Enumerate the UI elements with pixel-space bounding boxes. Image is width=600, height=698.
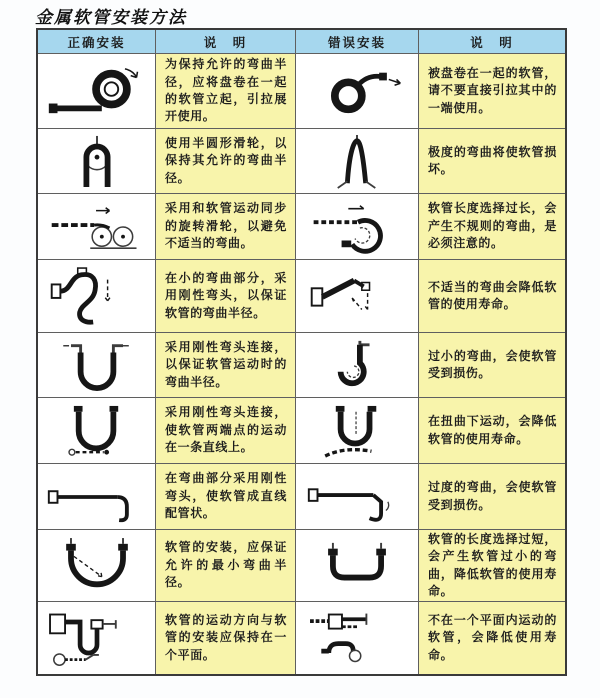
wrong-figure-cell bbox=[296, 333, 419, 398]
correct-figure-cell bbox=[38, 602, 156, 674]
wrong-figure-cell bbox=[296, 530, 419, 602]
straight-run-elbow-icon bbox=[44, 469, 150, 525]
page-title: 金属软管安装方法 bbox=[35, 8, 187, 28]
overbent-end-curl-icon bbox=[304, 469, 410, 525]
u-loop-in-line-motion-icon bbox=[44, 402, 150, 460]
out-of-plane-parts-icon bbox=[304, 607, 410, 669]
wrong-description: 软管长度选择过长，会产生不规则的弯曲，是必须注意的。 bbox=[419, 194, 565, 260]
wrong-figure-cell bbox=[296, 194, 419, 260]
wrong-description: 不在一个平面内运动的软管，会降低使用寿命。 bbox=[419, 602, 565, 674]
header-correct-install: 正确安装 bbox=[38, 30, 156, 54]
synchronized-rollers-icon bbox=[44, 199, 150, 255]
one-plane-trap-icon bbox=[44, 607, 150, 669]
correct-description: 采用和软管运动同步的旋转滑轮，以避免不适当的弯曲。 bbox=[156, 194, 296, 260]
correct-description: 软管的运动方向与软管的安装应保持在一个平面。 bbox=[156, 602, 296, 674]
twisted-motion-icon bbox=[304, 402, 410, 460]
correct-figure-cell bbox=[38, 54, 156, 129]
correct-figure-cell bbox=[38, 260, 156, 333]
table-header-row bbox=[38, 30, 565, 54]
table-row bbox=[38, 398, 565, 464]
overlong-irregular-loop-icon bbox=[304, 199, 410, 255]
wrong-description: 极度的弯曲将使软管损坏。 bbox=[419, 129, 565, 194]
correct-figure-cell bbox=[38, 194, 156, 260]
too-small-hook-icon bbox=[304, 337, 410, 393]
wrong-description: 软管的长度选择过短，会产生软管过小的弯曲，降低软管的使用寿命。 bbox=[419, 530, 565, 602]
table-row bbox=[38, 54, 565, 129]
wrong-description: 不适当的弯曲会降低软管的使用寿命。 bbox=[419, 260, 565, 333]
correct-figure-cell bbox=[38, 464, 156, 530]
header-correct-description: 说 明 bbox=[156, 30, 296, 54]
wrong-figure-cell bbox=[296, 602, 419, 674]
correct-description: 采用刚性弯头连接，使软管两端点的运动在一条直线上。 bbox=[156, 398, 296, 464]
u-loop-rigid-elbows-icon bbox=[44, 337, 150, 393]
correct-description: 为保持允许的弯曲半径，应将盘卷在一起的软管立起，引拉展开使用。 bbox=[156, 54, 296, 129]
correct-figure-cell bbox=[38, 398, 156, 464]
table-row bbox=[38, 129, 565, 194]
table-row bbox=[38, 602, 565, 674]
wrong-figure-cell bbox=[296, 260, 419, 333]
wrong-figure-cell bbox=[296, 129, 419, 194]
header-wrong-install: 错误安装 bbox=[296, 30, 419, 54]
sharp-hairpin-bend-icon bbox=[304, 133, 410, 189]
correct-figure-cell bbox=[38, 333, 156, 398]
wrong-description: 过度的弯曲，会使软管受到损伤。 bbox=[419, 464, 565, 530]
table-row bbox=[38, 530, 565, 602]
wide-u-min-radius-icon bbox=[44, 535, 150, 597]
coil-end-pulled-icon bbox=[304, 59, 410, 123]
correct-description: 在小的弯曲部分，采用刚性弯头，以保证软管的弯曲半径。 bbox=[156, 260, 296, 333]
hose-over-pulley-icon bbox=[44, 133, 150, 189]
correct-figure-cell bbox=[38, 530, 156, 602]
rigid-elbow-s-curve-icon bbox=[44, 264, 150, 328]
short-shallow-u-icon bbox=[304, 535, 410, 597]
table-row bbox=[38, 194, 565, 260]
table-row bbox=[38, 260, 565, 333]
wrong-description: 在扭曲下运动，会降低软管的使用寿命。 bbox=[419, 398, 565, 464]
table-row bbox=[38, 464, 565, 530]
wrong-description: 过小的弯曲，会使软管受到损伤。 bbox=[419, 333, 565, 398]
standing-coil-unrolled-icon bbox=[44, 59, 150, 123]
wrong-figure-cell bbox=[296, 398, 419, 464]
correct-description: 采用刚性弯头连接，以保证软管运动时的弯曲半径。 bbox=[156, 333, 296, 398]
improper-sharp-angle-icon bbox=[304, 264, 410, 328]
installation-methods-table bbox=[36, 28, 567, 676]
correct-description: 在弯曲部分采用刚性弯头，使软管成直线配管状。 bbox=[156, 464, 296, 530]
correct-figure-cell bbox=[38, 129, 156, 194]
wrong-figure-cell bbox=[296, 464, 419, 530]
wrong-figure-cell bbox=[296, 54, 419, 129]
table-row bbox=[38, 333, 565, 398]
correct-description: 软管的安装，应保证允许的最小弯曲半径。 bbox=[156, 530, 296, 602]
wrong-description: 被盘卷在一起的软管，请不要直接引拉其中的一端使用。 bbox=[419, 54, 565, 129]
header-wrong-description: 说 明 bbox=[419, 30, 565, 54]
correct-description: 使用半圆形滑轮，以保持其允许的弯曲半径。 bbox=[156, 129, 296, 194]
